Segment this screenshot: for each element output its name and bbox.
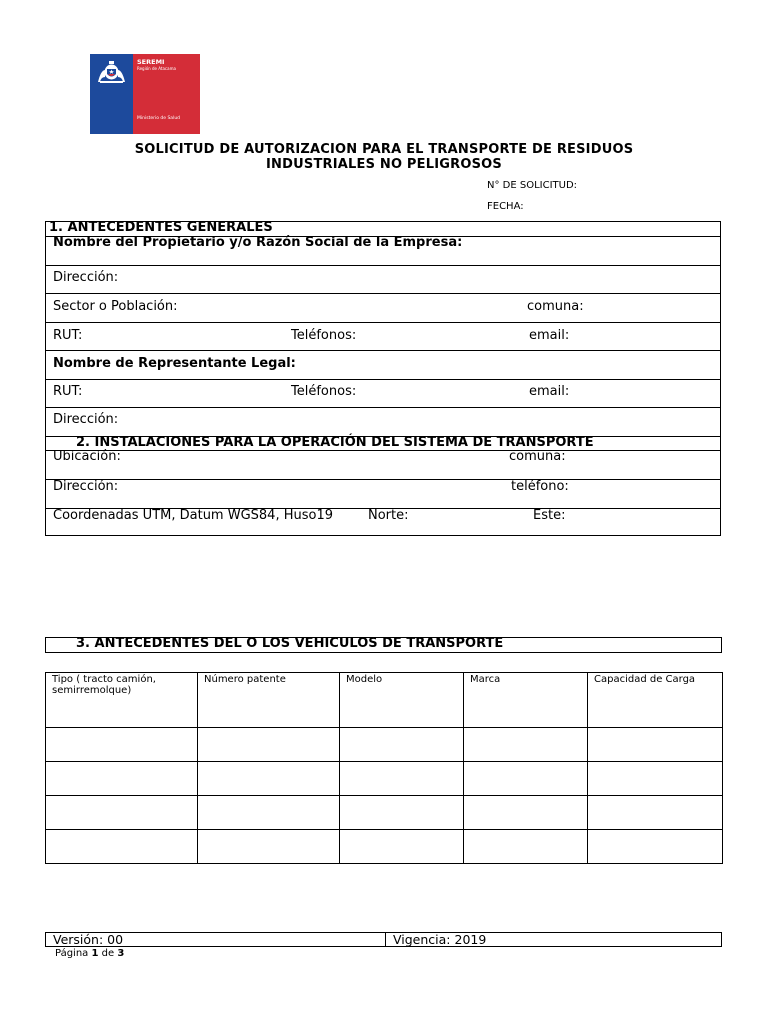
coordinates-label: Coordenadas UTM, Datum WGS84, Huso19	[53, 508, 333, 523]
logo-blue-panel	[90, 54, 133, 134]
table-cell[interactable]	[588, 796, 723, 830]
general-info-form	[45, 221, 721, 536]
table-cell[interactable]	[340, 762, 464, 796]
logo-ministerio-text: Ministerio de Salud	[137, 116, 181, 121]
sector-label: Sector o Población:	[53, 299, 178, 314]
legal-rep-row[interactable]	[46, 351, 720, 380]
page-current: 1	[91, 948, 99, 959]
column-header-brand: Marca	[464, 673, 588, 728]
rep-rut-label: RUT:	[53, 384, 83, 399]
rep-phones-label: Teléfonos:	[291, 384, 357, 399]
table-cell[interactable]	[198, 830, 340, 864]
email-label: email:	[529, 328, 570, 343]
logo-red-panel	[133, 54, 200, 134]
logo-region-text: Región de Atacama	[137, 66, 176, 71]
table-row	[46, 728, 723, 762]
rut-label: RUT:	[53, 328, 83, 343]
address-label: Dirección:	[53, 270, 119, 285]
table-cell[interactable]	[464, 762, 588, 796]
table-cell[interactable]	[340, 830, 464, 864]
rep-email-label: email:	[529, 384, 570, 399]
column-header-type: Tipo ( tracto camión, semirremolque)	[46, 673, 198, 728]
page-number	[55, 948, 124, 959]
table-cell[interactable]	[46, 830, 198, 864]
table-cell[interactable]	[340, 728, 464, 762]
table-cell[interactable]	[198, 762, 340, 796]
east-label: Este:	[533, 508, 566, 523]
location-row[interactable]	[46, 451, 720, 480]
table-cell[interactable]	[46, 728, 198, 762]
facility-address-label: Dirección:	[53, 479, 119, 494]
section2-heading: 2. INSTALACIONES PARA LA OPERACIÓN DEL SISTEMA DE TRANSPORTE	[76, 435, 594, 450]
table-cell[interactable]	[588, 830, 723, 864]
validity-text: Vigencia: 2019	[393, 932, 487, 947]
table-cell[interactable]	[198, 796, 340, 830]
location-comuna-label: comuna:	[509, 449, 566, 464]
facility-phone-label: teléfono:	[511, 479, 569, 494]
rep-rut-row[interactable]	[46, 380, 720, 408]
table-cell[interactable]	[588, 762, 723, 796]
section3-heading-box	[45, 637, 722, 653]
facility-address-row[interactable]	[46, 480, 720, 509]
section2-heading-row	[46, 437, 720, 451]
column-header-plate: Número patente	[198, 673, 340, 728]
coordinates-row[interactable]	[46, 509, 720, 535]
legal-rep-label: Nombre de Representante Legal:	[53, 356, 296, 371]
page-mid: de	[98, 948, 118, 959]
logo-seremi-text: SEREMI	[137, 58, 165, 66]
table-cell[interactable]	[464, 796, 588, 830]
rut-row[interactable]	[46, 323, 720, 351]
version-footer	[45, 932, 722, 947]
page-total: 3	[117, 948, 125, 959]
table-cell[interactable]	[464, 830, 588, 864]
owner-name-label: Nombre del Propietario y/o Razón Social de la Empresa:	[53, 235, 463, 250]
phones-label: Teléfonos:	[291, 328, 357, 343]
rep-address-row[interactable]	[46, 408, 720, 437]
owner-name-row[interactable]	[46, 237, 720, 266]
table-cell[interactable]	[46, 762, 198, 796]
seremi-logo	[90, 54, 200, 134]
sector-row[interactable]	[46, 294, 720, 323]
north-label: Norte:	[368, 508, 409, 523]
table-cell[interactable]	[198, 728, 340, 762]
solicitud-number-label: N° DE SOLICITUD:	[487, 180, 578, 191]
column-header-model: Modelo	[340, 673, 464, 728]
address-row[interactable]	[46, 266, 720, 294]
table-row	[46, 830, 723, 864]
page-prefix: Página	[55, 948, 92, 959]
document-title-line2: INDUSTRIALES NO PELIGROSOS	[266, 157, 502, 172]
table-cell[interactable]	[46, 796, 198, 830]
comuna-label: comuna:	[527, 299, 584, 314]
fecha-label: FECHA:	[487, 201, 524, 212]
coat-of-arms-icon	[96, 60, 127, 84]
vehicles-table	[45, 672, 723, 864]
table-row	[46, 796, 723, 830]
table-cell[interactable]	[340, 796, 464, 830]
section3-heading: 3. ANTECEDENTES DEL O LOS VEHICULOS DE TRANSPORTE	[76, 636, 504, 651]
table-header-row	[46, 673, 723, 728]
version-text: Versión: 00	[46, 933, 386, 946]
column-header-capacity: Capacidad de Carga	[588, 673, 723, 728]
table-cell[interactable]	[464, 728, 588, 762]
location-label: Ubicación:	[53, 449, 121, 464]
document-title-line1: SOLICITUD DE AUTORIZACION PARA EL TRANSPORTE DE RESIDUOS	[134, 142, 634, 157]
table-cell[interactable]	[588, 728, 723, 762]
rep-address-label: Dirección:	[53, 412, 119, 427]
section1-heading: 1. ANTECEDENTES GENERALES	[49, 220, 273, 235]
table-row	[46, 762, 723, 796]
